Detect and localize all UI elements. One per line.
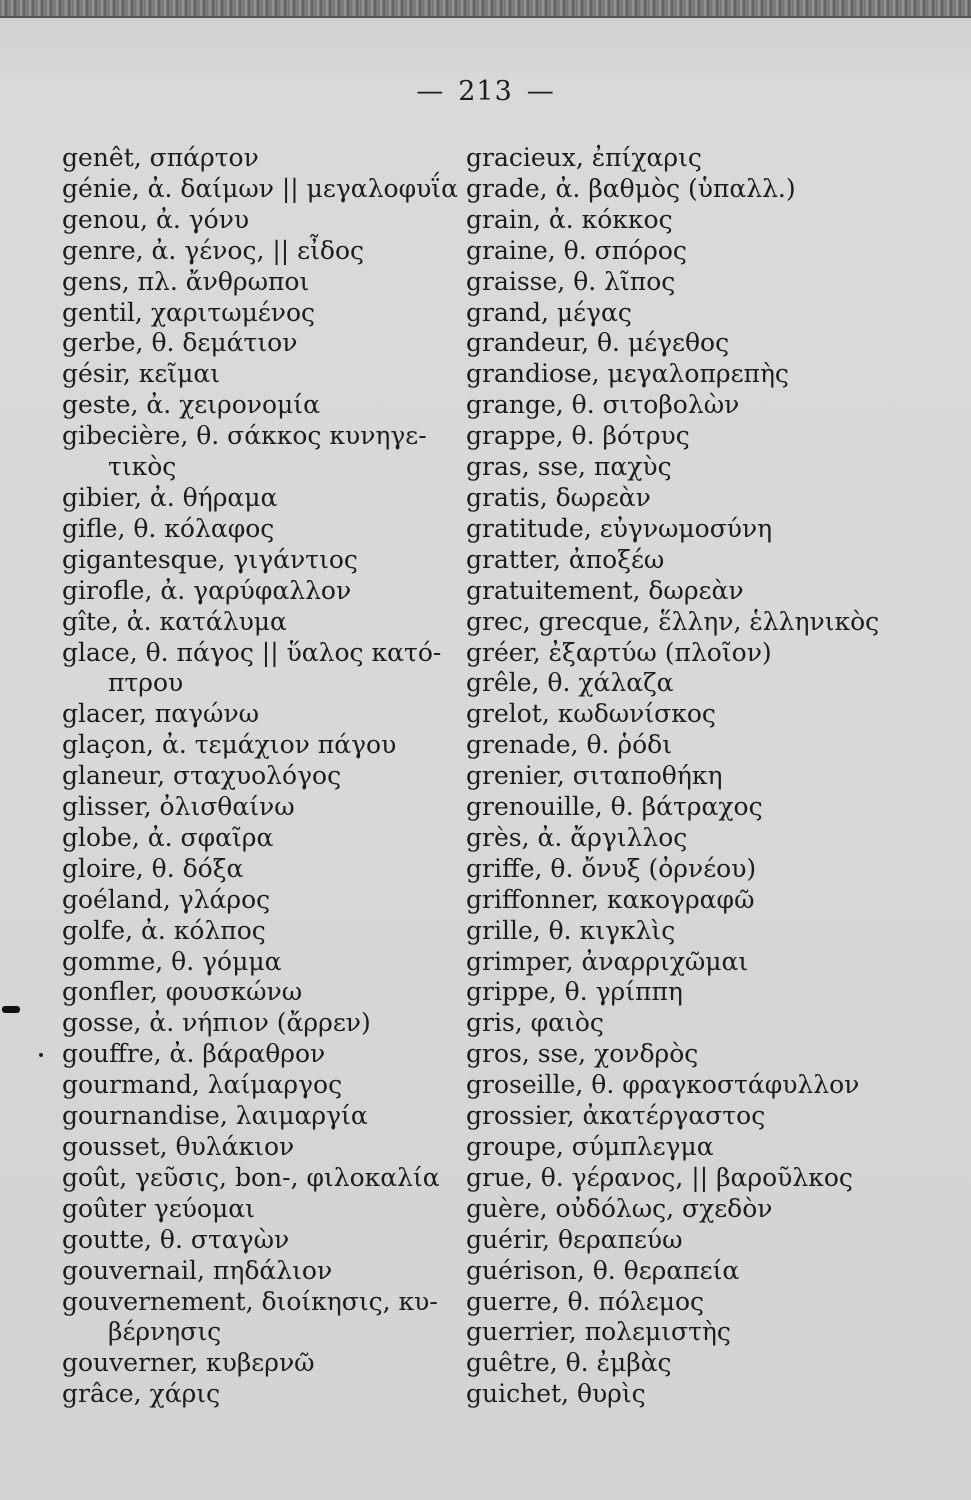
dictionary-entry xyxy=(466,143,886,174)
entry-text: gésir, κεῖμαι xyxy=(62,359,221,389)
dictionary-entry xyxy=(466,328,886,359)
entry-text: grade, ἀ. βαθμὸς (ὑπαλλ.) xyxy=(466,173,796,203)
dictionary-entry xyxy=(62,576,482,607)
entry-text: grange, θ. σιτοβολὼν xyxy=(466,390,740,420)
entry-text: grille, θ. κιγκλὶς xyxy=(466,915,676,945)
dictionary-entry xyxy=(62,298,482,329)
dictionary-entry xyxy=(466,854,886,885)
entry-text: guerre, θ. πόλεμος xyxy=(466,1286,705,1316)
entry-text: guérison, θ. θεραπεία xyxy=(466,1255,740,1285)
dictionary-entry xyxy=(466,236,886,267)
dictionary-entry xyxy=(62,1039,482,1070)
entry-text: griffonner, κακογραφῶ xyxy=(466,884,755,914)
entry-text: graisse, θ. λῖπος xyxy=(466,266,676,296)
entry-text: glace, θ. πάγος || ὕαλος κατό- xyxy=(62,637,442,667)
entry-text: gratuitement, δωρεὰν xyxy=(466,575,744,605)
entry-text: gouvernement, διοίκησις, κυ- xyxy=(62,1286,438,1316)
entry-text: gourmand, λαίμαργος xyxy=(62,1070,343,1100)
dictionary-entry xyxy=(466,699,886,730)
left-column xyxy=(62,143,482,1410)
dictionary-entry xyxy=(62,1008,482,1039)
dictionary-entry xyxy=(466,761,886,792)
entry-text: guérir, θεραπεύω xyxy=(466,1224,683,1254)
dictionary-entry xyxy=(62,792,482,823)
entry-text: génie, ἀ. δαίμων || μεγαλοφυΐα xyxy=(62,173,458,203)
dictionary-entry xyxy=(466,1039,886,1070)
entry-text: grenier, σιταποθήκη xyxy=(466,761,723,791)
dictionary-entry xyxy=(62,730,482,761)
dictionary-entry xyxy=(466,1379,886,1410)
page-number-dash-right: — xyxy=(526,76,555,107)
right-column xyxy=(466,143,886,1410)
dictionary-entry xyxy=(62,328,482,359)
dictionary-entry xyxy=(62,947,482,978)
entry-text: gîte, ἀ. κατάλυμα xyxy=(62,606,287,636)
entry-text: goûter γεύομαι xyxy=(62,1193,255,1223)
dictionary-entry xyxy=(466,390,886,421)
entry-text: glisser, ὀλισθαίνω xyxy=(62,792,295,822)
dictionary-entry xyxy=(62,174,482,205)
dictionary-entry xyxy=(62,421,482,483)
entry-text: grand, μέγας xyxy=(466,297,632,327)
dictionary-entry xyxy=(466,1287,886,1318)
dictionary-entry xyxy=(466,205,886,236)
dictionary-entry xyxy=(466,730,886,761)
dictionary-entry xyxy=(62,638,482,700)
entry-text: griffe, θ. ὄνυξ (ὀρνέου) xyxy=(466,853,757,883)
dictionary-entry xyxy=(466,638,886,669)
dictionary-entry xyxy=(466,359,886,390)
entry-text: grippe, θ. γρίππη xyxy=(466,977,683,1007)
dictionary-entry xyxy=(466,545,886,576)
dictionary-entry xyxy=(62,143,482,174)
entry-text: grue, θ. γέρανος, || βαροῦλκος xyxy=(466,1162,853,1192)
dictionary-entry xyxy=(62,607,482,638)
dictionary-entry xyxy=(62,514,482,545)
entry-text: grain, ἀ. κόκκος xyxy=(466,204,673,234)
entry-text: gloire, θ. δόξα xyxy=(62,853,244,883)
dictionary-entry xyxy=(466,916,886,947)
entry-text: goutte, θ. σταγὼν xyxy=(62,1224,290,1254)
entry-text: gens, πλ. ἄνθρωποι xyxy=(62,266,310,296)
entry-text: gigantesque, γιγάντιος xyxy=(62,544,358,574)
dictionary-entry xyxy=(466,947,886,978)
entry-text: grossier, ἀκατέργαστος xyxy=(466,1101,766,1131)
dictionary-entry xyxy=(466,1256,886,1287)
entry-text: grenouille, θ. βάτραχος xyxy=(466,792,763,822)
entry-continuation: τικὸς xyxy=(108,452,177,482)
entry-continuation: πτρου xyxy=(108,668,184,698)
entry-text: gris, φαιὸς xyxy=(466,1008,604,1038)
entry-text: gras, sse, παχὺς xyxy=(466,452,672,482)
page-number: 213 xyxy=(458,76,513,107)
dictionary-entry xyxy=(62,1132,482,1163)
entry-text: grandiose, μεγαλοπρεπὴς xyxy=(466,359,789,389)
dictionary-entry xyxy=(466,1348,886,1379)
entry-text: golfe, ἀ. κόλπος xyxy=(62,915,266,945)
dictionary-entry xyxy=(62,761,482,792)
dictionary-entry xyxy=(466,483,886,514)
dictionary-entry xyxy=(62,359,482,390)
dictionary-entry xyxy=(466,514,886,545)
entry-text: gouverner, κυβερνῶ xyxy=(62,1348,315,1378)
entry-text: girofle, ἀ. γαρύφαλλον xyxy=(62,575,352,605)
dictionary-entry xyxy=(466,1008,886,1039)
entry-text: grâce, χάρις xyxy=(62,1379,221,1409)
margin-ink-dot xyxy=(39,1053,43,1057)
dictionary-entry xyxy=(466,576,886,607)
dictionary-entry xyxy=(62,236,482,267)
dictionary-entry xyxy=(62,823,482,854)
entry-text: groseille, θ. φραγκοστάφυλλον xyxy=(466,1070,860,1100)
entry-text: gouffre, ἀ. βάραθρον xyxy=(62,1039,326,1069)
page-number-dash-left: — xyxy=(416,76,445,107)
entry-text: gratter, ἀποξέω xyxy=(466,544,665,574)
dictionary-entry xyxy=(466,174,886,205)
dictionary-entry xyxy=(62,390,482,421)
entry-continuation: βέρνησις xyxy=(108,1317,222,1347)
dictionary-entry xyxy=(466,977,886,1008)
dictionary-entry xyxy=(466,421,886,452)
dictionary-entry xyxy=(62,1287,482,1349)
entry-text: gousset, θυλάκιον xyxy=(62,1132,295,1161)
entry-text: guerrier, πολεμιστὴς xyxy=(466,1317,731,1347)
entry-text: globe, ἀ. σφαῖρα xyxy=(62,822,274,852)
dictionary-entry xyxy=(62,1348,482,1379)
entry-text: genêt, σπάρτον xyxy=(62,143,259,172)
dictionary-entry xyxy=(62,267,482,298)
dictionary-entry xyxy=(62,1163,482,1194)
entry-text: gracieux, ἐπίχαρις xyxy=(466,143,702,172)
dictionary-entry xyxy=(62,699,482,730)
dictionary-entry xyxy=(466,1225,886,1256)
scan-top-edge xyxy=(0,0,971,16)
dictionary-entry xyxy=(466,1132,886,1163)
entry-text: genre, ἀ. γένος, || εἶδος xyxy=(62,235,365,265)
entry-text: grêle, θ. χάλαζα xyxy=(466,668,674,698)
entry-text: gerbe, θ. δεμάτιον xyxy=(62,328,298,358)
entry-text: grandeur, θ. μέγεθος xyxy=(466,328,730,358)
dictionary-entry xyxy=(62,1379,482,1410)
entry-text: gifle, θ. κόλαφος xyxy=(62,513,275,543)
dictionary-entry xyxy=(466,1194,886,1225)
entry-text: geste, ἀ. χειρονομία xyxy=(62,390,320,420)
entry-text: guère, οὐδόλως, σχεδὸν xyxy=(466,1193,773,1223)
page-number-header xyxy=(0,76,971,107)
dictionary-entry xyxy=(466,1101,886,1132)
entry-text: grappe, θ. βότρυς xyxy=(466,421,690,451)
entry-text: glaneur, σταχυολόγος xyxy=(62,761,342,791)
dictionary-entry xyxy=(466,823,886,854)
entry-text: gonfler, φουσκώνω xyxy=(62,977,303,1007)
dictionary-entry xyxy=(466,792,886,823)
entry-text: glacer, παγώνω xyxy=(62,699,260,729)
entry-text: gros, sse, χονδρὸς xyxy=(466,1039,699,1069)
dictionary-entry xyxy=(62,1225,482,1256)
entry-text: grenade, θ. ῥόδι xyxy=(466,730,672,760)
dictionary-entry xyxy=(466,1070,886,1101)
entry-text: gratitude, εὐγνωμοσύνη xyxy=(466,513,773,543)
dictionary-entry xyxy=(62,916,482,947)
entry-text: goût, γεῦσις, bon-, φιλοκαλία xyxy=(62,1162,440,1192)
entry-text: gomme, θ. γόμμα xyxy=(62,946,282,976)
dictionary-entry xyxy=(466,885,886,916)
entry-text: guichet, θυρὶς xyxy=(466,1379,646,1409)
entry-text: gouvernail, πηδάλιον xyxy=(62,1255,333,1285)
dictionary-entry xyxy=(466,452,886,483)
dictionary-entry xyxy=(62,977,482,1008)
entry-text: gibecière, θ. σάκκος κυνηγε- xyxy=(62,421,427,451)
entry-text: grelot, κωδωνίσκος xyxy=(466,699,716,729)
dictionary-entry xyxy=(62,483,482,514)
entry-text: gratis, δωρεὰν xyxy=(466,482,651,512)
entry-text: graine, θ. σπόρος xyxy=(466,235,687,265)
dictionary-entry xyxy=(62,1101,482,1132)
entry-text: gentil, χαριτωμένος xyxy=(62,297,316,327)
dictionary-entry xyxy=(466,298,886,329)
entry-text: gournandise, λαιμαργία xyxy=(62,1101,368,1131)
dictionary-entry xyxy=(62,1256,482,1287)
entry-text: gibier, ἀ. θήραμα xyxy=(62,482,278,512)
entry-text: grimper, ἀναρριχῶμαι xyxy=(466,946,749,976)
entry-text: genou, ἀ. γόνυ xyxy=(62,204,250,234)
margin-ink-mark xyxy=(2,1006,20,1013)
entry-text: goéland, γλάρος xyxy=(62,884,271,914)
dictionary-entry xyxy=(62,1194,482,1225)
dictionary-entry xyxy=(62,1070,482,1101)
entry-text: gréer, ἐξαρτύω (πλοῖον) xyxy=(466,637,772,667)
dictionary-entry xyxy=(466,1317,886,1348)
entry-text: glaçon, ἀ. τεμάχιον πάγου xyxy=(62,730,397,760)
entry-text: guêtre, θ. ἐμβὰς xyxy=(466,1348,672,1378)
entry-text: gosse, ἀ. νήπιον (ἄρρεν) xyxy=(62,1008,371,1038)
scan-top-rule xyxy=(0,16,971,18)
dictionary-entry xyxy=(62,545,482,576)
entry-text: grec, grecque, ἕλλην, ἑλληνικὸς xyxy=(466,606,880,636)
dictionary-entry xyxy=(62,885,482,916)
dictionary-entry xyxy=(466,668,886,699)
dictionary-entry xyxy=(466,607,886,638)
dictionary-entry xyxy=(466,267,886,298)
dictionary-entry xyxy=(62,205,482,236)
dictionary-entry xyxy=(466,1163,886,1194)
dictionary-entry xyxy=(62,854,482,885)
entry-text: groupe, σύμπλεγμα xyxy=(466,1132,714,1161)
entry-text: grès, ἀ. ἄργιλλος xyxy=(466,822,688,852)
